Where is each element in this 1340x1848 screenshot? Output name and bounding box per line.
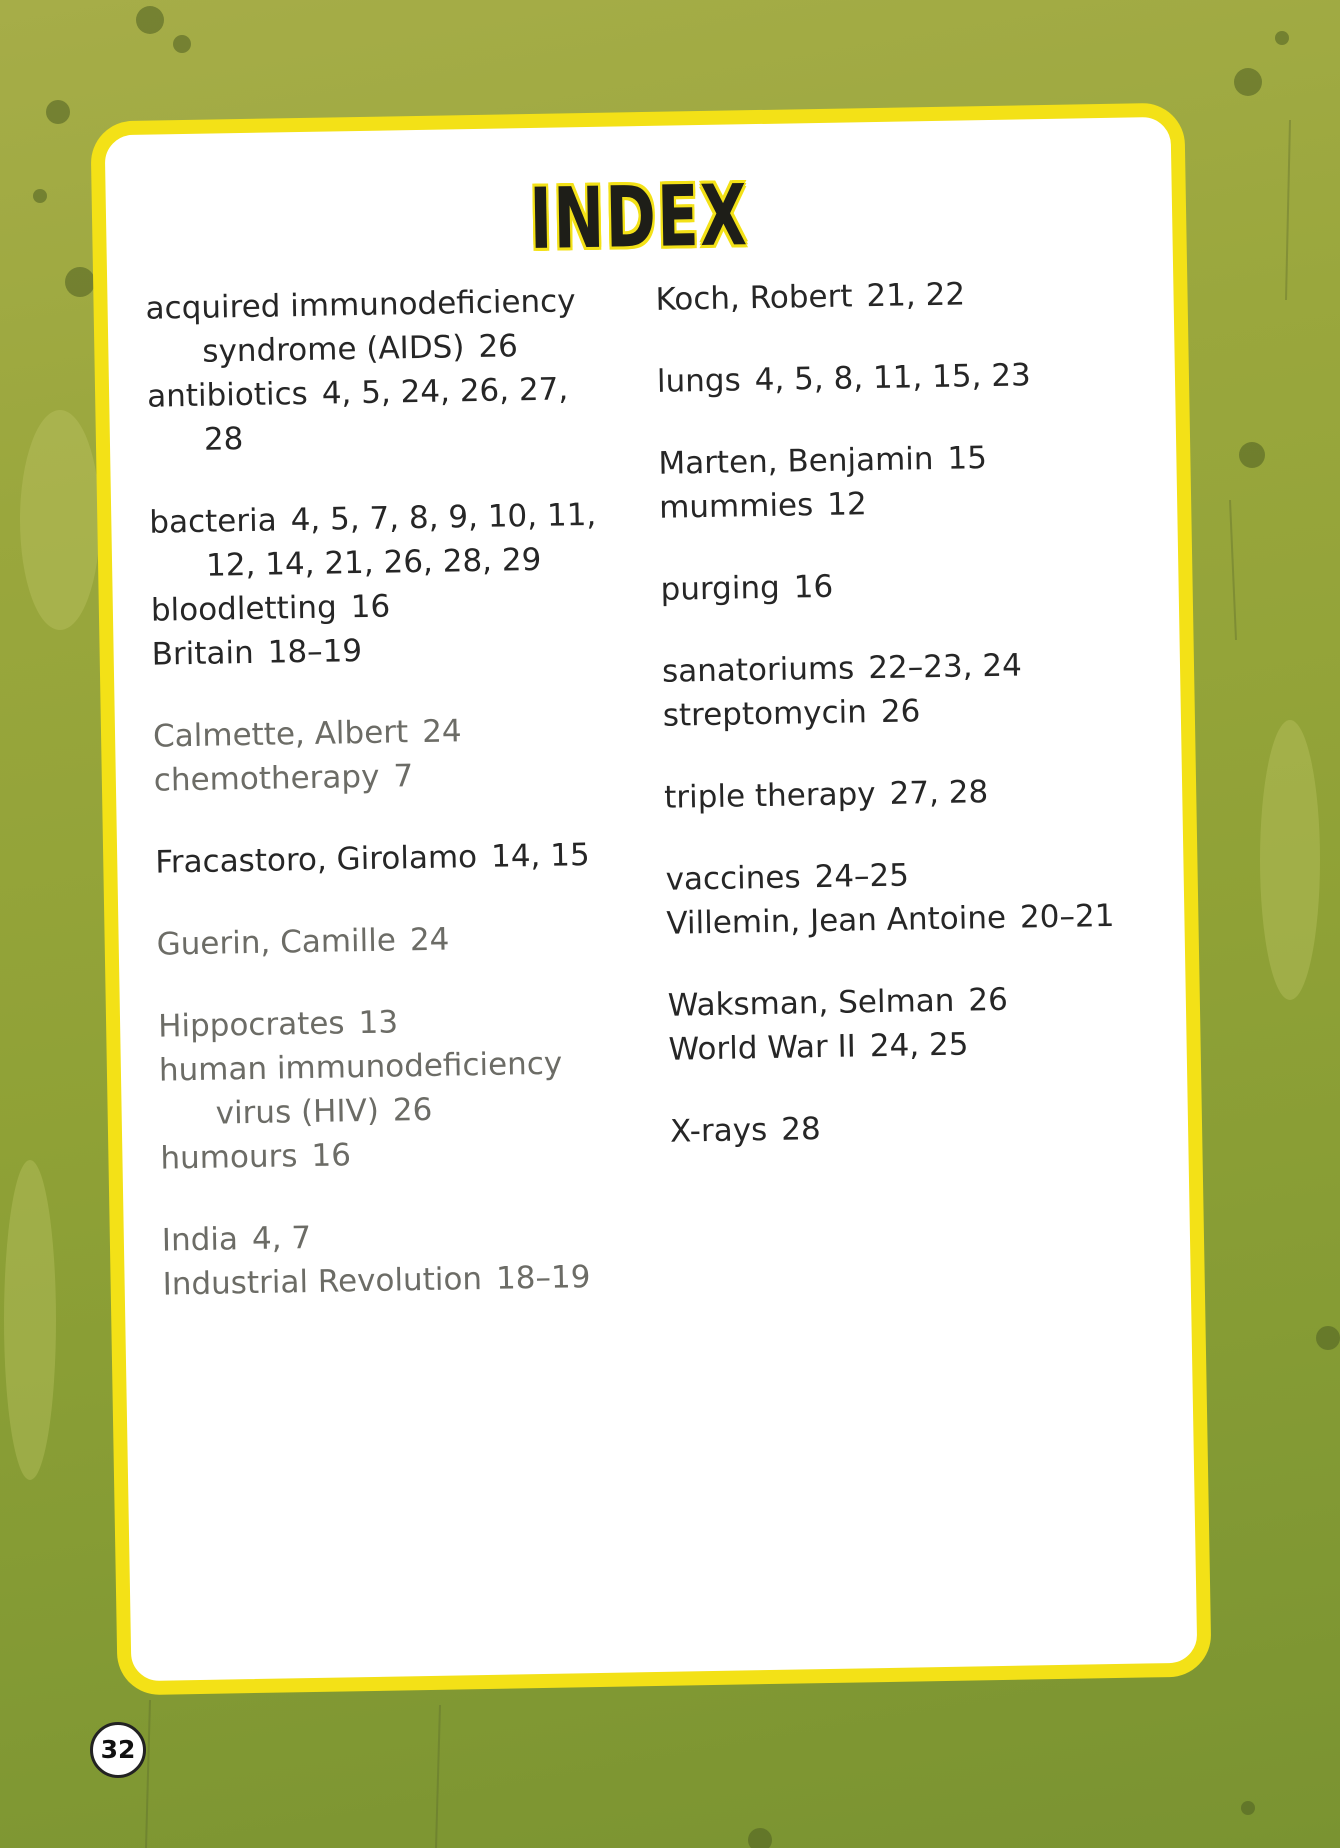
entry-pages: 24 — [421, 713, 462, 750]
index-entry — [664, 767, 1165, 820]
entry-term: Waksman, Selman — [667, 982, 955, 1024]
index-group-w — [667, 975, 1168, 1072]
entry-term: India — [161, 1221, 239, 1259]
entry-term: Calmette, Albert — [152, 714, 409, 755]
entry-pages: 16 — [793, 568, 834, 606]
entry-pages: 16 — [350, 588, 391, 626]
index-entry — [159, 1040, 630, 1136]
index-entry — [670, 1101, 1171, 1154]
index-group-s — [662, 641, 1163, 738]
index-group-v — [665, 849, 1166, 946]
entry-pages: 26 — [880, 693, 921, 730]
entry-pages: 15 — [947, 440, 988, 477]
entry-term: acquired immunodeficiency syndrome (AIDS) — [145, 283, 576, 370]
index-entry — [153, 750, 624, 802]
entry-pages: 4, 5, 7, 8, 9, 10, 11, 12, 14, 21, 26, 28, 29 — [205, 496, 597, 584]
entry-term: sanatoriums — [661, 650, 855, 690]
entry-term: lungs — [656, 362, 742, 400]
index-entry — [657, 351, 1158, 404]
index-title — [105, 159, 1173, 276]
index-group-i — [162, 1210, 633, 1306]
index-group-m — [658, 433, 1159, 530]
entry-pages: 24, 25 — [869, 1026, 969, 1065]
entry-pages: 14, 15 — [490, 837, 590, 875]
index-group-f — [155, 832, 626, 884]
index-entry — [668, 1019, 1169, 1072]
entry-term: triple therapy — [663, 776, 876, 816]
index-entry — [149, 492, 620, 588]
index-entry — [151, 624, 622, 676]
index-group-g — [156, 914, 627, 966]
index-group-t — [664, 767, 1165, 820]
entry-term: vaccines — [665, 859, 801, 898]
entry-pages: 28 — [780, 1111, 821, 1148]
entry-pages: 21, 22 — [866, 276, 966, 315]
entry-term: X-rays — [669, 1112, 768, 1150]
index-group-p — [660, 559, 1161, 612]
index-group-b — [149, 492, 622, 676]
index-entry — [160, 1128, 631, 1180]
entry-term: Guerin, Camille — [156, 922, 397, 963]
index-entry — [666, 893, 1167, 946]
entry-pages: 12 — [826, 486, 867, 523]
index-group-k — [655, 269, 1156, 322]
entry-pages: 4, 5, 24, 26, 27, 28 — [203, 371, 569, 458]
index-title-text: INDEX — [529, 166, 750, 269]
index-entry — [145, 279, 616, 375]
entry-term: humours — [160, 1138, 298, 1177]
index-group-a — [145, 279, 618, 463]
index-entry — [162, 1254, 633, 1306]
entry-term: Villemin, Jean Antoine — [666, 899, 1007, 942]
entry-term: mummies — [658, 487, 814, 526]
entry-term: Industrial Revolution — [162, 1261, 483, 1303]
entry-pages: 16 — [311, 1137, 352, 1174]
entry-term: streptomycin — [662, 694, 868, 734]
entry-pages: 22–23, 24 — [867, 647, 1023, 687]
entry-term: Hippocrates — [157, 1005, 345, 1045]
entry-term: Britain — [151, 634, 255, 673]
entry-term: bloodletting — [150, 589, 338, 629]
entry-pages: 24–25 — [814, 857, 910, 896]
entry-term: World War II — [668, 1028, 857, 1068]
entry-term: Fracastoro, Girolamo — [154, 839, 478, 881]
entry-term: Koch, Robert — [655, 278, 853, 318]
index-group-h — [158, 996, 631, 1180]
entry-pages: 18–19 — [267, 633, 363, 671]
index-entry — [660, 559, 1161, 612]
entry-pages: 26 — [478, 328, 519, 365]
index-left-column — [145, 279, 633, 1345]
entry-pages: 4, 5, 8, 11, 15, 23 — [754, 357, 1032, 399]
entry-term: Marten, Benjamin — [658, 441, 934, 482]
index-entry — [662, 685, 1163, 738]
index-group-l — [657, 351, 1158, 404]
index-entry — [156, 914, 627, 966]
index-group-x — [670, 1101, 1171, 1154]
index-group-c — [153, 706, 624, 802]
index-entry — [147, 367, 618, 463]
index-entry — [155, 832, 626, 884]
entry-pages: 4, 7 — [251, 1219, 312, 1258]
index-right-column — [655, 269, 1171, 1192]
entry-pages: 26 — [392, 1091, 433, 1129]
entry-pages: 27, 28 — [889, 774, 989, 812]
entry-pages: 7 — [393, 758, 414, 795]
entry-term: antibiotics — [146, 375, 309, 415]
entry-term: chemotherapy — [153, 758, 380, 799]
entry-pages: 20–21 — [1019, 897, 1115, 936]
entry-pages: 24 — [409, 921, 450, 959]
entry-term: purging — [660, 569, 781, 608]
entry-pages: 26 — [968, 981, 1009, 1019]
entry-term: bacteria — [149, 502, 277, 541]
entry-pages: 13 — [358, 1004, 399, 1042]
index-entry — [655, 269, 1156, 322]
entry-pages: 18–19 — [495, 1259, 591, 1297]
index-card — [90, 103, 1211, 1696]
page-number-badge: 32 — [90, 1722, 146, 1778]
index-entry — [659, 477, 1160, 530]
entry-term: human immunodeficiency virus (HIV) — [158, 1045, 563, 1132]
